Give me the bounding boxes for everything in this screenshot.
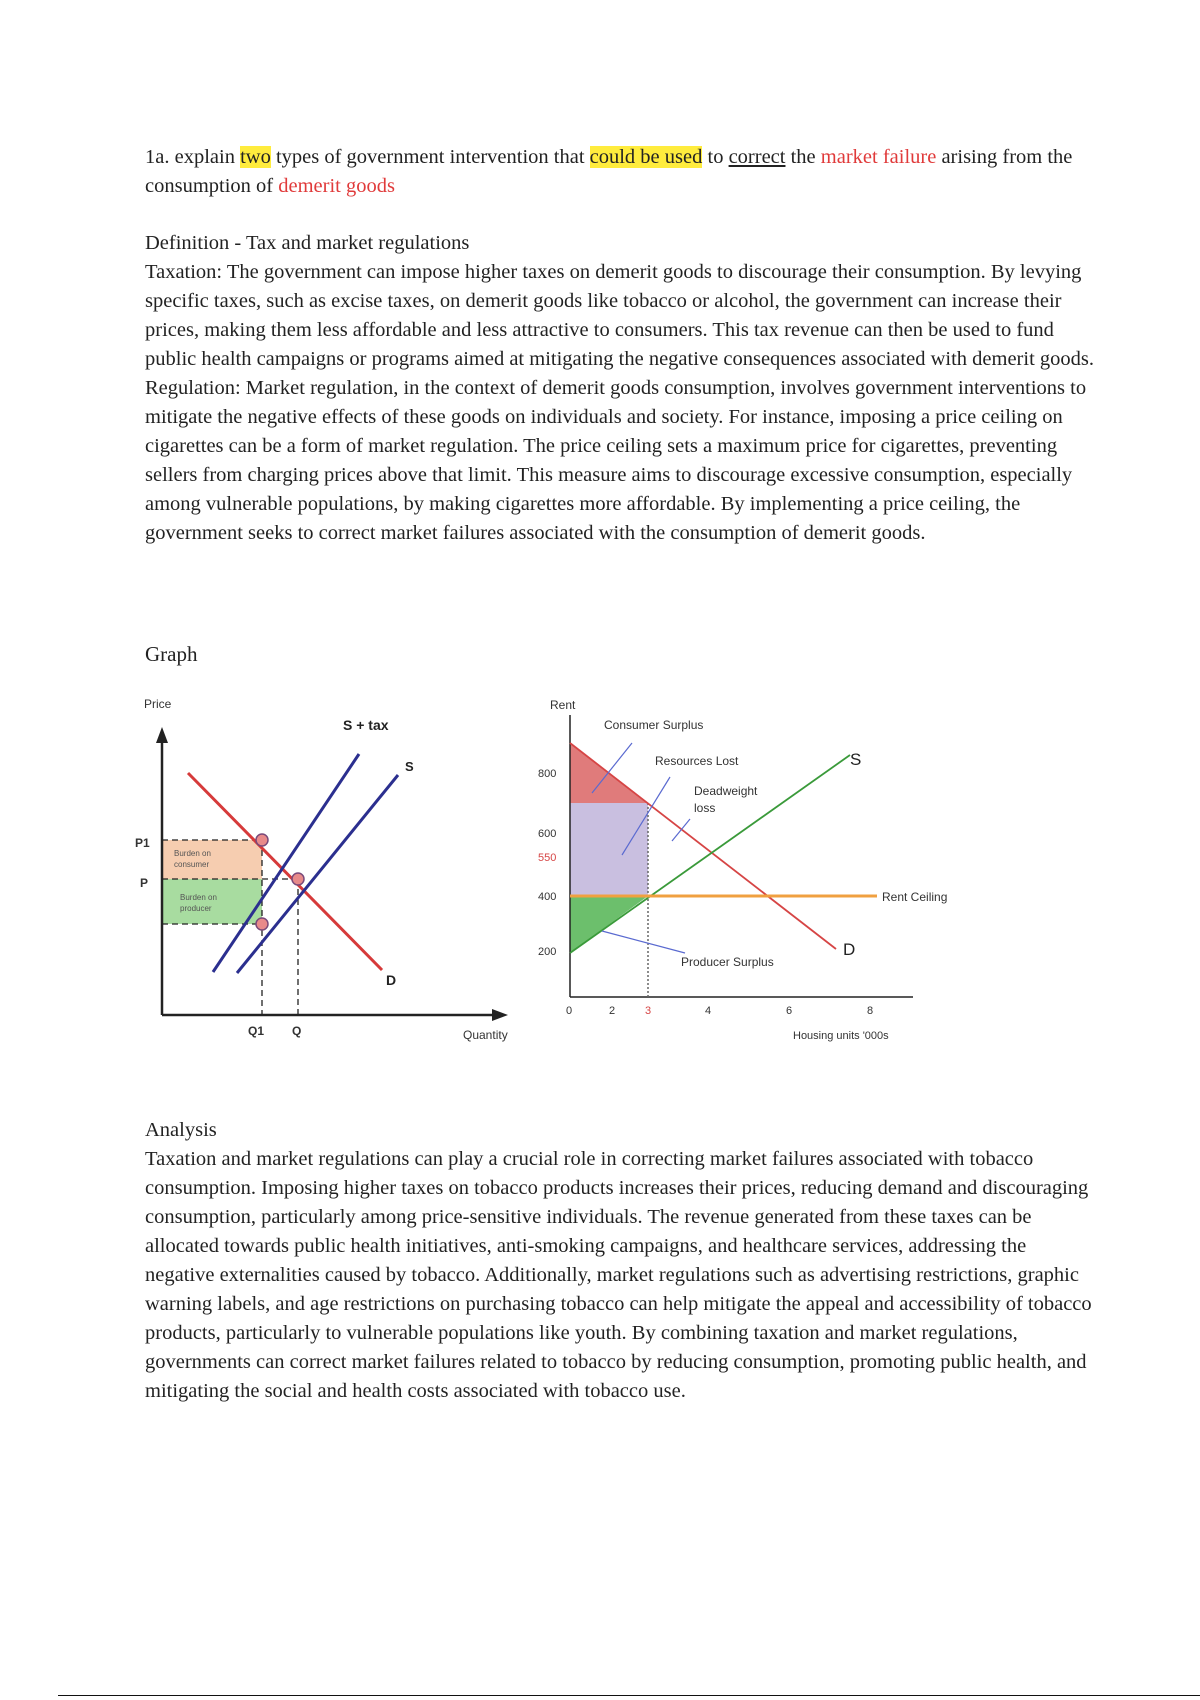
definition-heading: Definition - Tax and market regulations bbox=[145, 232, 470, 254]
highlight-could-be-used: could be used bbox=[589, 146, 703, 168]
svg-text:producer: producer bbox=[180, 904, 212, 913]
label-consumer-surplus: Consumer Surplus bbox=[604, 718, 704, 732]
tax-chart-regions bbox=[162, 840, 262, 924]
label-loss: loss bbox=[694, 801, 716, 815]
tick-q1: Q1 bbox=[248, 1024, 265, 1038]
y-axis-label-rent: Rent bbox=[550, 698, 576, 712]
svg-text:Burden on: Burden on bbox=[180, 893, 217, 902]
underlined-correct: correct bbox=[728, 146, 786, 168]
tick-2: 2 bbox=[609, 1005, 616, 1017]
y-axis-label-price: Price bbox=[144, 697, 172, 711]
red-market-failure: market failure bbox=[820, 146, 937, 168]
question-text: 1a. explain two types of government intervention that could be used to correct the market failure arising from the consumption of demerit goods bbox=[145, 146, 1073, 197]
tick-6: 6 bbox=[786, 1005, 793, 1017]
tick-p1: P1 bbox=[135, 836, 150, 850]
analysis-paragraph: Taxation and market regulations can play a crucial role in correcting market failures associated with tobacco consumption. Imposing higher taxes on tobacco products increases their prices, reducing demand and discouraging consumption, particularly among price-sensitive individuals. The revenue generated from these taxes can be allocated towards public health initiatives, anti-smoking campaigns, and healthcare services, addressing the negative externalities caused by tobacco. Additionally, market regulations such as advertising restrictions, graphic warning labels, and age restrictions on purchasing tobacco can help mitigate the appeal and accessibility of tobacco products, particularly to vulnerable populations like youth. By combining taxation and market regulations, governments can correct market failures related to tobacco by reducing consumption, promoting public health, and mitigating the social and health costs associated with tobacco use. bbox=[145, 1148, 1092, 1402]
tick-3: 3 bbox=[645, 1005, 652, 1017]
rent-ceiling-chart bbox=[520, 685, 980, 1045]
point-p1-q1 bbox=[256, 834, 268, 846]
label-rent-ceiling: Rent Ceiling bbox=[882, 890, 948, 904]
tick-200: 200 bbox=[538, 946, 557, 958]
point-p-q bbox=[292, 873, 304, 885]
graph-heading: Graph bbox=[145, 642, 198, 666]
resources-lost-region bbox=[570, 803, 648, 896]
label-s-plus-tax: S + tax bbox=[343, 717, 389, 733]
svg-text:consumer: consumer bbox=[174, 860, 210, 869]
bottom-rule bbox=[58, 1695, 1200, 1696]
regulation-paragraph: Regulation: Market regulation, in the context of demerit goods consumption, involves government interventions to mitigate the negative effects of these goods on individuals and society. For instance, imposing a price ceiling on cigarettes can be a form of market regulation. The price ceiling sets a maximum price for cigarettes, preventing sellers from charging prices above that limit. This measure aims to discourage excessive consumption, especially among vulnerable populations, by making cigarettes more affordable. By implementing a price ceiling, the government seeks to correct market failures associated with the consumption of demerit goods. bbox=[145, 377, 1087, 544]
tick-p: P bbox=[140, 876, 149, 890]
x-axis-label-housing: Housing units '000s bbox=[793, 1030, 889, 1042]
definition-section bbox=[145, 229, 1095, 548]
tick-4: 4 bbox=[705, 1005, 712, 1017]
highlight-two: two bbox=[240, 146, 271, 168]
x-axis-label-quantity: Quantity bbox=[463, 1028, 508, 1042]
point-producer-price bbox=[256, 918, 268, 930]
svg-text:Burden on: Burden on bbox=[174, 849, 211, 858]
label-d: D bbox=[843, 940, 856, 959]
label-resources-lost: Resources Lost bbox=[655, 754, 739, 768]
tick-400: 400 bbox=[538, 891, 557, 903]
label-s: S bbox=[850, 750, 862, 769]
tick-q: Q bbox=[292, 1024, 302, 1038]
tick-8: 8 bbox=[867, 1005, 874, 1017]
label-producer-surplus: Producer Surplus bbox=[681, 955, 774, 969]
analysis-section bbox=[145, 1116, 1095, 1406]
tick-800: 800 bbox=[538, 768, 557, 780]
tick-600: 600 bbox=[538, 828, 557, 840]
label-s: S bbox=[405, 759, 414, 774]
tick-550: 550 bbox=[538, 852, 557, 864]
tick-0: 0 bbox=[566, 1005, 573, 1017]
label-d: D bbox=[386, 972, 397, 988]
tax-incidence-chart bbox=[130, 685, 530, 1045]
rent-chart-regions bbox=[570, 743, 648, 953]
y-axis-arrow bbox=[156, 727, 168, 743]
label-deadweight: Deadweight bbox=[694, 784, 758, 798]
taxation-paragraph: Taxation: The government can impose higher taxes on demerit goods to discourage their consumption. By levying specific taxes, such as excise taxes, on demerit goods like tobacco or alcohol, the government can increase their prices, making them less affordable and less attractive to consumers. This tax revenue can then be used to fund public health campaigns or programs aimed at mitigating the negative consequences associated with demerit goods. bbox=[145, 261, 1094, 370]
red-demerit-goods: demerit goods bbox=[278, 175, 395, 197]
x-axis-arrow bbox=[492, 1009, 508, 1021]
analysis-heading: Analysis bbox=[145, 1119, 217, 1141]
